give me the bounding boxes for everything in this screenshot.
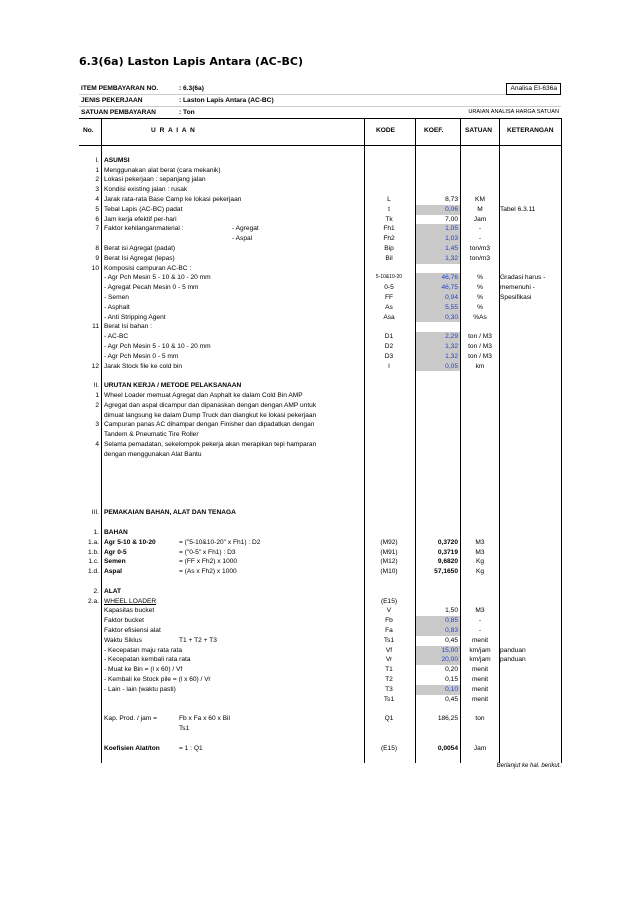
cell-kode: (M12)	[380, 558, 398, 566]
cell-txt: Semen	[104, 558, 126, 566]
cell-koef: 0,10	[415, 685, 460, 695]
cell-sat: menit	[471, 676, 489, 684]
cell-koef: 0,30	[415, 313, 460, 323]
cell-sat: ton / M3	[468, 333, 492, 341]
cell-koef: 7,00	[445, 215, 458, 223]
cell-sat: menit	[471, 636, 489, 644]
table-row	[79, 685, 561, 695]
cell-kode: Ts1	[383, 636, 395, 644]
cell-koef: 0,83	[415, 626, 460, 636]
table-row	[79, 557, 561, 567]
satuan-value: : Ton	[179, 109, 195, 116]
cell-koef: 46,76	[415, 273, 460, 283]
table-row	[79, 577, 561, 587]
cell-no: 9	[95, 254, 99, 262]
cell-kode: As	[385, 303, 393, 311]
cell-sat: M3	[475, 538, 485, 546]
cell-txt3: = ("0-5" x Fh1) : D3	[179, 548, 236, 556]
table-row	[79, 371, 561, 381]
grid-line	[561, 118, 562, 763]
cell-sat: km/jam	[469, 646, 491, 654]
cell-koef: 0,20	[445, 666, 458, 674]
cell-sat: %	[477, 293, 483, 301]
cell-sat: -	[478, 617, 482, 625]
table-row	[79, 175, 561, 185]
cell-no: 7	[95, 225, 99, 233]
cell-no: 1	[95, 391, 99, 399]
col-no: No.	[83, 127, 94, 134]
cell-txt: dimuat langsung ke dalam Dump Truck dan diangkut ke lokasi pekerjaan	[104, 411, 317, 419]
cell-sat: %As	[473, 313, 487, 321]
cell-txt: Waktu Siklus	[104, 636, 142, 644]
cell-kode: Tk	[385, 215, 393, 223]
table-row	[79, 185, 561, 195]
cell-sat: ton / M3	[468, 352, 492, 360]
table-row	[79, 489, 561, 499]
table-row	[79, 665, 561, 675]
cell-sat: Jam	[473, 744, 487, 752]
cell-txt: ASUMSI	[104, 156, 130, 164]
cell-koef: 0,85	[415, 616, 460, 626]
table-row	[79, 655, 561, 665]
item-label: ITEM PEMBAYARAN NO.	[81, 85, 159, 92]
cell-kode: 5-10&10-20	[375, 274, 403, 281]
cell-koef: 0,94	[415, 293, 460, 303]
cell-txt: Koefisien Alat/ton	[104, 744, 160, 752]
table-row	[79, 401, 561, 411]
cell-kode: (M92)	[380, 538, 398, 546]
cell-koef: 1,50	[445, 607, 458, 615]
grid-line	[415, 118, 416, 763]
table-row	[79, 636, 561, 646]
table-row	[79, 675, 561, 685]
cell-txt: Komposisi campuran AC-BC :	[104, 264, 192, 272]
table-row	[79, 391, 561, 401]
cell-txt: Agregat dan aspal dicampur dan dipanaskan dengan dengan AMP untuk	[104, 401, 317, 409]
cell-kode: (E15)	[380, 744, 398, 752]
table-row	[79, 146, 561, 156]
table-row	[79, 215, 561, 225]
cell-txt: - Kecepatan kembali rata rata	[104, 656, 191, 664]
cell-txt3: = 1 : Q1	[179, 744, 203, 752]
cell-no: 5	[95, 205, 99, 213]
table-row	[79, 440, 561, 450]
cell-koef: 1,32	[415, 352, 460, 362]
cell-txt: Agr 0-5	[104, 548, 127, 556]
cell-txt: Faktor kehilanganmaterial :	[104, 225, 184, 233]
table-row	[79, 587, 561, 597]
cell-sat: -	[478, 225, 482, 233]
footer-note: Berlanjut ke hal. berikut.	[496, 763, 561, 770]
cell-ket: memenuhi -	[500, 284, 535, 292]
table-row	[79, 606, 561, 616]
cell-kode: Bil	[385, 254, 393, 262]
cell-kode: D2	[384, 342, 394, 350]
cell-no: 1	[95, 166, 99, 174]
table-row	[79, 313, 561, 323]
cell-txt2: - Agregat	[232, 225, 259, 233]
cell-sat: km/jam	[469, 656, 491, 664]
cell-ket: Tabel 6.3.11	[500, 205, 536, 213]
header-block	[79, 83, 561, 119]
cell-koef: 57,1650	[434, 568, 458, 576]
table-row	[79, 469, 561, 479]
table-row	[79, 499, 561, 509]
table-row	[79, 508, 561, 518]
cell-koef: 1,05	[415, 224, 460, 234]
table-row	[79, 597, 561, 607]
cell-koef: 8,73	[445, 195, 458, 203]
cell-kode: L	[387, 195, 391, 203]
cell-koef: 1,32	[415, 254, 460, 264]
cell-sat: M3	[475, 548, 485, 556]
cell-no: 2	[95, 176, 99, 184]
table-row	[79, 567, 561, 577]
cell-txt: - Agr Pch Mesin 5 - 10 & 10 - 20 mm	[104, 342, 211, 350]
cell-sat: %	[477, 284, 483, 292]
cell-kode: D3	[384, 352, 394, 360]
cell-no: 6	[95, 215, 99, 223]
page-title: 6.3(6a) Laston Lapis Antara (AC-BC)	[79, 55, 303, 68]
cell-no: 11	[92, 323, 99, 331]
table-row	[79, 744, 561, 754]
cell-kode: (M10)	[380, 568, 398, 576]
cell-kode: T1	[385, 666, 393, 674]
cell-koef: 20,00	[415, 655, 460, 665]
table-row	[79, 704, 561, 714]
cell-txt3: = ("5-10&10-20" x Fh1) : D2	[179, 538, 261, 546]
cell-kode: D1	[384, 333, 394, 341]
cell-txt: Faktor efisiensi alat	[104, 627, 161, 635]
cell-sat: Jam	[473, 215, 487, 223]
cell-kode: V	[386, 607, 392, 615]
cell-no: 2.a.	[88, 597, 99, 605]
grid-line	[499, 118, 500, 763]
cell-koef: 0,06	[415, 205, 460, 215]
table-row	[79, 303, 561, 313]
cell-sat: menit	[471, 685, 489, 693]
cell-no: 1.d.	[88, 568, 99, 576]
cell-sat: menit	[471, 695, 489, 703]
cell-koef: 1,45	[415, 244, 460, 254]
table-row	[79, 362, 561, 372]
cell-txt: Jarak rata-rata Base Camp ke lokasi pekerjaan	[104, 195, 242, 203]
cell-txt3: T1 + T2 + T3	[179, 636, 217, 644]
cell-txt: dengan menggunakan Alat Bantu	[104, 450, 202, 458]
cell-txt: - Asphalt	[104, 303, 130, 311]
table-row	[79, 224, 561, 234]
cell-txt3: Fb x Fa x 60 x Bil	[179, 715, 230, 723]
cell-kode: Fh1	[383, 225, 395, 233]
cell-txt: - Kembali ke Stock pile = (l x 60) / Vr	[104, 676, 211, 684]
cell-txt: Campuran panas AC dihampar dengan Finisher dan dipadatkan dengan	[104, 421, 315, 429]
table-row	[79, 381, 561, 391]
cell-koef: 0,3720	[437, 538, 458, 546]
cell-sat: KM	[475, 195, 485, 203]
table-header	[79, 118, 561, 146]
cell-txt: Kondisi existing jalan : rusak	[104, 186, 188, 194]
cell-ket: panduan	[500, 656, 526, 664]
cell-no: 4	[95, 440, 99, 448]
col-kode: KODE	[376, 127, 396, 134]
cell-txt: - Agr Pch Mesin 5 - 10 & 10 - 20 mm	[104, 274, 211, 282]
cell-koef: 186,25	[437, 715, 458, 723]
table-row	[79, 626, 561, 636]
cell-koef: 0,0054	[437, 744, 458, 752]
cell-sat: ton/m3	[469, 244, 491, 252]
table-row	[79, 450, 561, 460]
satuan-label: SATUAN PEMBAYARAN	[81, 109, 156, 116]
grid-line	[364, 118, 365, 763]
cell-txt: Aspal	[104, 568, 122, 576]
table-row	[79, 528, 561, 538]
table-row	[79, 166, 561, 176]
cell-koef: 0,15	[445, 676, 458, 684]
cell-txt: ALAT	[104, 587, 122, 595]
cell-koef: 0,05	[415, 362, 460, 372]
table-row	[79, 205, 561, 215]
table-row	[79, 430, 561, 440]
cell-txt: Jam kerja efektif per-hari	[104, 215, 177, 223]
table-row	[79, 734, 561, 744]
cell-kode: Fa	[385, 627, 393, 635]
cell-koef: 0,3719	[437, 548, 458, 556]
cell-sat: ton / M3	[468, 342, 492, 350]
table-row	[79, 322, 561, 332]
cell-kode: t	[388, 205, 390, 213]
analysis-table	[79, 118, 561, 770]
cell-txt3: Ts1	[179, 725, 190, 733]
table-row	[79, 724, 561, 734]
cell-no: 1.c.	[88, 558, 99, 566]
cell-txt: - Muat ke Bin = (l x 60) / Vf	[104, 666, 183, 674]
cell-kode: Ts1	[383, 695, 395, 703]
jenis-value: : Laston Lapis Antara (AC-BC)	[179, 97, 274, 104]
table-row	[79, 352, 561, 362]
table-row	[79, 156, 561, 166]
cell-txt: - Lain - lain (waktu pasti)	[104, 685, 176, 693]
cell-sat: %	[477, 274, 483, 282]
cell-sat: -	[478, 235, 482, 243]
cell-sat: -	[478, 627, 482, 635]
cell-txt2: - Aspal	[232, 235, 253, 243]
cell-no: II.	[93, 382, 99, 390]
cell-sat: ton/m3	[469, 254, 491, 262]
table-row	[79, 548, 561, 558]
table-row	[79, 646, 561, 656]
cell-txt: Berat isi Agregat (padat)	[104, 244, 176, 252]
cell-no: 2.	[93, 587, 99, 595]
cell-sat: menit	[471, 666, 489, 674]
table-row	[79, 460, 561, 470]
cell-sat: km	[475, 362, 485, 370]
cell-sat: Kg	[475, 568, 485, 576]
cell-koef: 15,00	[415, 646, 460, 656]
cell-txt: Tandem & Pneumatic Tire Roller	[104, 431, 199, 439]
table-row	[79, 695, 561, 705]
cell-txt: - Semen	[104, 293, 129, 301]
header-row-item	[79, 83, 561, 95]
cell-txt: Lokasi pekerjaan : sepanjang jalan	[104, 176, 206, 184]
cell-no: III.	[91, 509, 99, 517]
cell-txt: WHEEL LOADER	[104, 597, 157, 605]
cell-txt: Kapasitas bucket	[104, 607, 155, 615]
cell-txt: Menggunakan alat berat (cara mekanik)	[104, 166, 221, 174]
cell-txt: Kap. Prod. / jam =	[104, 715, 157, 723]
cell-txt3: = (As x Fh2) x 1000	[179, 568, 237, 576]
cell-kode: Asa	[383, 313, 395, 321]
col-uraian: U R A I A N	[151, 127, 196, 134]
col-satuan: SATUAN	[465, 127, 492, 134]
item-value: : 6.3(6a)	[179, 85, 204, 92]
table-row	[79, 753, 561, 763]
table-row	[79, 283, 561, 293]
table-row	[79, 244, 561, 254]
cell-kode: Bip	[384, 244, 394, 252]
table-row	[79, 714, 561, 724]
cell-txt: Selama pemadatan, sekelompok pekerja akan merapikan tepi hamparan	[104, 440, 317, 448]
cell-ket: Gradasi harus -	[500, 274, 546, 282]
cell-koef: 0,45	[445, 636, 458, 644]
table-row	[79, 420, 561, 430]
cell-txt: PEMAKAIAN BAHAN, ALAT DAN TENAGA	[104, 509, 236, 517]
cell-txt: Tebal Lapis (AC-BC) padat	[104, 205, 183, 213]
cell-koef: 9,6820	[437, 558, 458, 566]
grid-line	[101, 118, 102, 763]
cell-no: 1.b.	[88, 548, 99, 556]
table-row	[79, 342, 561, 352]
table-row	[79, 538, 561, 548]
cell-txt: - Agr Pch Mesin 0 - 5 mm	[104, 352, 179, 360]
table-row	[79, 479, 561, 489]
cell-txt: BAHAN	[104, 529, 128, 537]
cell-koef: 1,03	[415, 234, 460, 244]
cell-kode: FF	[384, 293, 394, 301]
cell-no: 10	[91, 264, 99, 272]
col-koef: KOEF.	[424, 127, 444, 134]
table-row	[79, 234, 561, 244]
analisa-code: Analisa EI-636a	[506, 83, 561, 95]
cell-kode: T2	[385, 676, 393, 684]
cell-txt: Berat Isi Agregat (lepas)	[104, 254, 175, 262]
grid-line	[460, 118, 461, 763]
cell-txt: Agr 5-10 & 10-20	[104, 538, 156, 546]
cell-sat: %	[477, 303, 483, 311]
table-row	[79, 254, 561, 264]
cell-no: 4	[95, 195, 99, 203]
cell-sat: M	[477, 205, 483, 213]
cell-sat: Kg	[475, 558, 485, 566]
cell-no: 3	[95, 421, 99, 429]
table-row	[79, 616, 561, 626]
cell-sat: ton	[475, 715, 485, 723]
cell-kode: Fb	[385, 617, 393, 625]
cell-kode: 0-5	[384, 284, 394, 292]
cell-txt: Wheel Loader memuat Agregat dan Asphalt ke dalam Cold Bin AMP	[104, 391, 303, 399]
header-row-jenis	[79, 95, 561, 107]
cell-no: 2	[95, 401, 99, 409]
cell-txt: - Anti Stripping Agent	[104, 313, 166, 321]
table-row	[79, 273, 561, 283]
cell-sat: M3	[475, 607, 485, 615]
cell-kode: Fh2	[383, 235, 395, 243]
cell-ket: panduan	[500, 646, 526, 654]
cell-no: 8	[95, 244, 99, 252]
cell-txt: - AC-BC	[104, 333, 129, 341]
cell-koef: 0,45	[445, 695, 458, 703]
cell-ket: Spesifikasi	[500, 293, 532, 301]
cell-koef: 5,55	[415, 303, 460, 313]
cell-kode: (M91)	[380, 548, 398, 556]
cell-kode: Q1	[384, 715, 394, 723]
cell-koef: 46,75	[415, 283, 460, 293]
cell-kode: Vr	[385, 656, 393, 664]
cell-txt: - Kecepatan maju rata rata	[104, 646, 183, 654]
cell-no: 3	[95, 186, 99, 194]
cell-txt: Berat Isi bahan :	[104, 323, 153, 331]
table-row	[79, 293, 561, 303]
table-row	[79, 195, 561, 205]
cell-no: 1.a.	[88, 538, 99, 546]
cell-txt3: = (FF x Fh2) x 1000	[179, 558, 238, 566]
uraian-note: URAIAN ANALISA HARGA SATUAN	[468, 109, 559, 115]
table-body	[79, 146, 561, 763]
cell-txt: Jarak Stock file ke cold bin	[104, 362, 183, 370]
col-keterangan: KETERANGAN	[507, 127, 554, 134]
cell-kode: Vf	[385, 646, 393, 654]
cell-kode: l	[388, 362, 390, 370]
table-row	[79, 411, 561, 421]
cell-txt: URUTAN KERJA / METODE PELAKSANAAN	[104, 382, 242, 390]
cell-no: 12	[91, 362, 99, 370]
cell-kode: T3	[385, 685, 393, 693]
cell-kode: (E15)	[380, 597, 398, 605]
cell-no: 1.	[93, 529, 99, 537]
cell-koef: 2,29	[415, 332, 460, 342]
cell-txt: Faktor bucket	[104, 617, 144, 625]
jenis-label: JENIS PEKERJAAN	[81, 97, 143, 104]
table-row	[79, 264, 561, 274]
cell-koef: 1,32	[415, 342, 460, 352]
table-row	[79, 332, 561, 342]
table-row	[79, 518, 561, 528]
cell-txt: - Agregat Pecah Mesin 0 - 5 mm	[104, 284, 199, 292]
cell-no: I.	[95, 156, 99, 164]
